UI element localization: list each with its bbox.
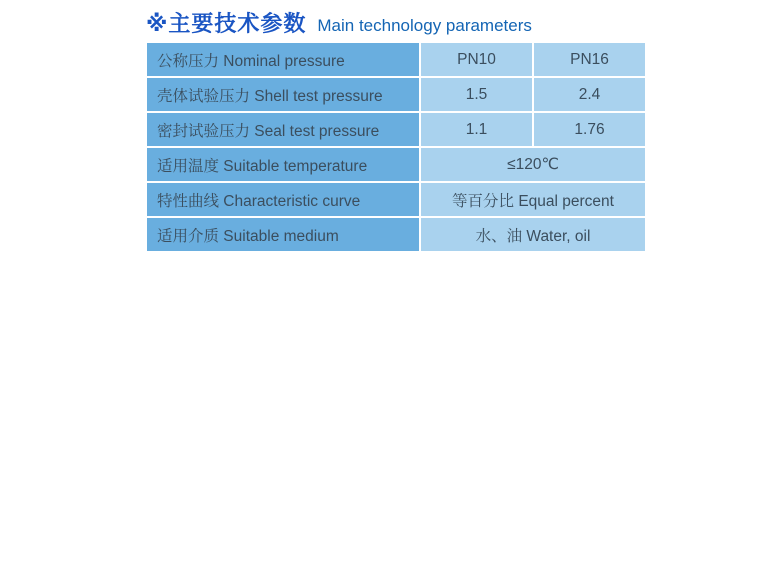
table-row (147, 113, 645, 146)
spec-table-body (147, 43, 645, 251)
row-value-cell: 水、油 Water, oil (421, 218, 645, 251)
row-label-cell: 公称压力 Nominal pressure (147, 43, 419, 76)
row-value-cell: 2.4 (534, 78, 645, 111)
row-value-cell: 1.5 (421, 78, 532, 111)
row-label-cell: 适用温度 Suitable temperature (147, 148, 419, 181)
page-title-chinese: ※主要技术参数 (146, 11, 307, 36)
row-label-cell: 密封试验压力 Seal test pressure (147, 113, 419, 146)
row-value-cell: ≤120℃ (421, 148, 645, 181)
table-row (147, 148, 645, 181)
table-row (147, 183, 645, 216)
page-title-english: Main technology parameters (317, 16, 532, 35)
row-label-cell: 适用介质 Suitable medium (147, 218, 419, 251)
row-value-cell: 等百分比 Equal percent (421, 183, 645, 216)
page-title (146, 7, 532, 38)
row-value-cell: 1.76 (534, 113, 645, 146)
spec-table (145, 41, 647, 253)
table-row (147, 43, 645, 76)
row-label-cell: 壳体试验压力 Shell test pressure (147, 78, 419, 111)
row-value-cell: 1.1 (421, 113, 532, 146)
table-row (147, 218, 645, 251)
row-value-cell: PN16 (534, 43, 645, 76)
table-row (147, 78, 645, 111)
row-value-cell: PN10 (421, 43, 532, 76)
row-label-cell: 特性曲线 Characteristic curve (147, 183, 419, 216)
